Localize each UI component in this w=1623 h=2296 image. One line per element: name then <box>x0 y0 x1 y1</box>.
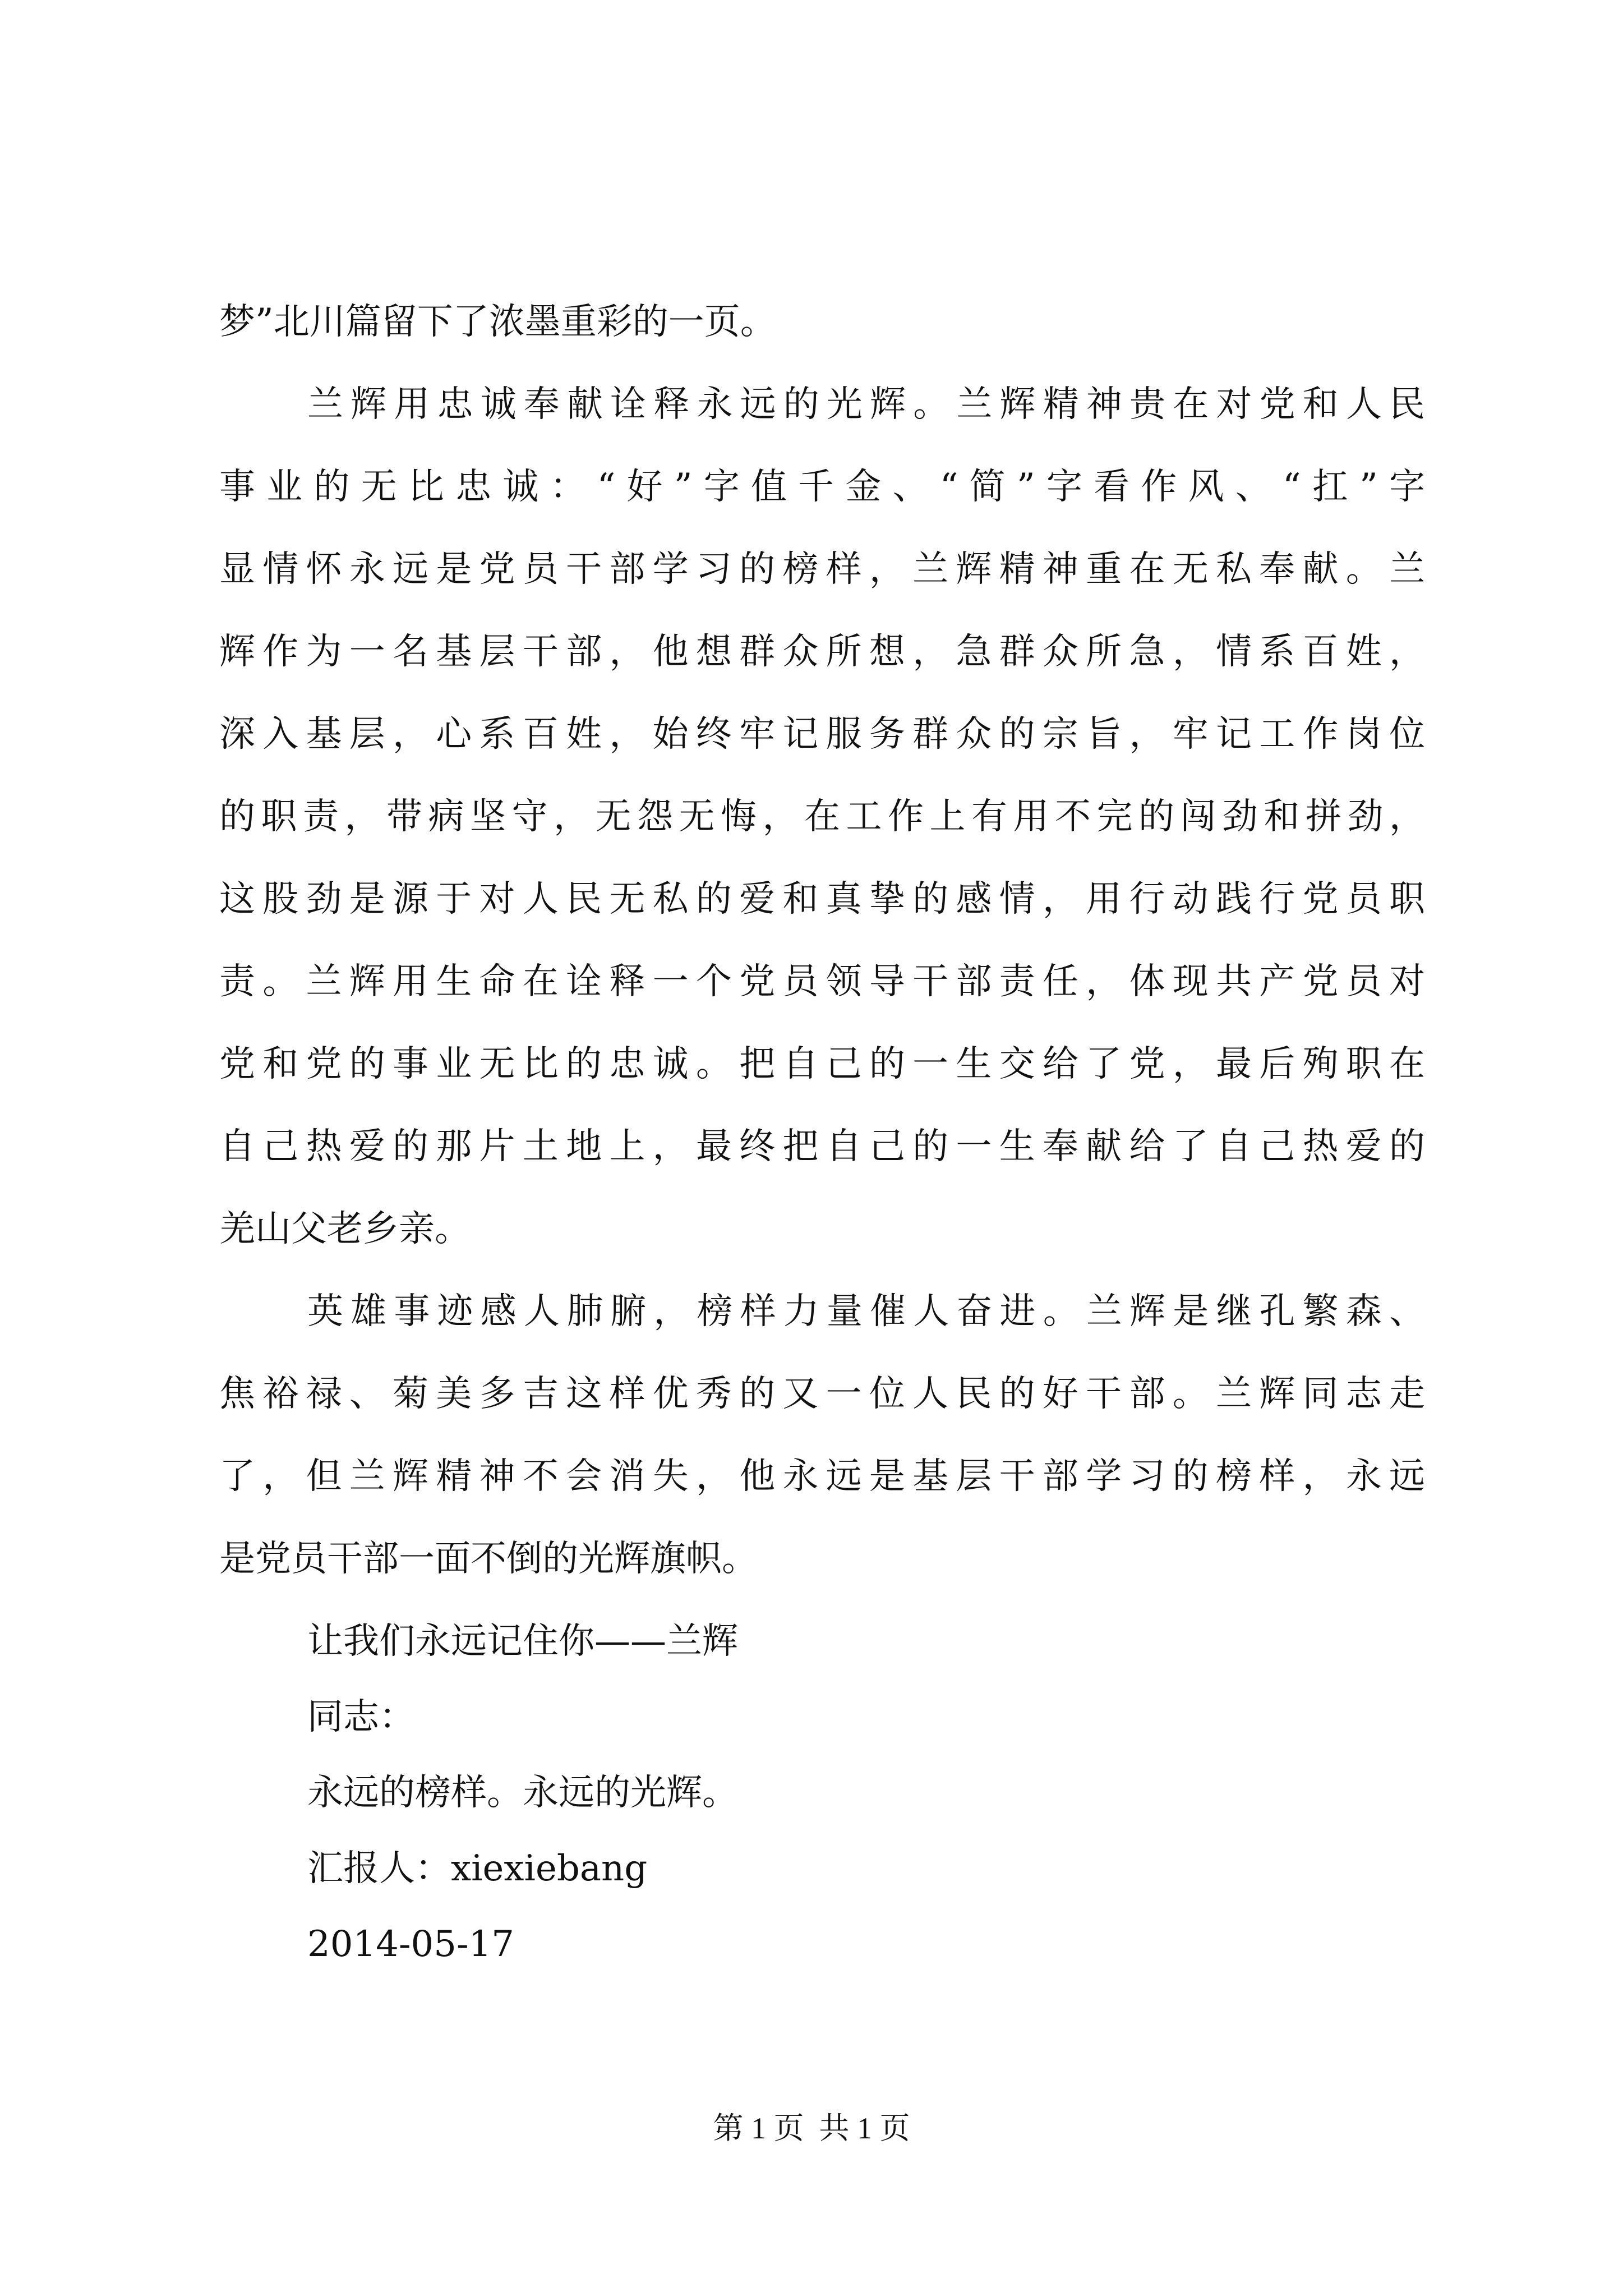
motto-line: 永远的榜样。永远的光辉。 <box>307 1772 738 1814</box>
paragraph-2-line-9: 党和党的事业无比的忠诚。把自己的一生交给了党，最后殉职在 <box>219 1043 1425 1085</box>
paragraph-3-line-1: 英雄事迹感人肺腑，榜样力量催人奋进。兰辉是继孔繁森、 <box>307 1291 1425 1332</box>
paragraph-3-line-2: 焦裕禄、菊美多吉这样优秀的又一位人民的好干部。兰辉同志走 <box>219 1373 1425 1415</box>
text-line-1: 梦”北川篇留下了浓墨重彩的一页。 <box>219 301 776 343</box>
paragraph-2-line-11: 羌山父老乡亲。 <box>219 1208 471 1250</box>
closing-line: 让我们永远记住你——兰辉 <box>307 1621 738 1662</box>
paragraph-2-line-4: 辉作为一名基层干部，他想群众所想，急群众所急，情系百姓， <box>219 631 1425 673</box>
paragraph-3-line-4: 是党员干部一面不倒的光辉旗帜。 <box>219 1538 758 1580</box>
paragraph-2-line-7: 这股劲是源于对人民无私的爱和真挚的感情，用行动践行党员职 <box>219 878 1425 920</box>
paragraph-2-line-10: 自己热爱的那片土地上，最终把自己的一生奉献给了自己热爱的 <box>219 1126 1425 1167</box>
page-footer: 第 1 页 共 1 页 <box>713 2111 910 2145</box>
reporter-line: 汇报人：xiexiebang <box>307 1848 648 1889</box>
paragraph-2-line-3: 显情怀永远是党员干部学习的榜样，兰辉精神重在无私奉献。兰 <box>219 549 1425 590</box>
date-line: 2014-05-17 <box>307 1924 514 1965</box>
paragraph-2-line-1: 兰辉用忠诚奉献诠释永远的光辉。兰辉精神贵在对党和人民 <box>307 384 1425 425</box>
paragraph-2-line-5: 深入基层，心系百姓，始终牢记服务群众的宗旨，牢记工作岗位 <box>219 714 1425 755</box>
paragraph-3-line-3: 了，但兰辉精神不会消失，他永远是基层干部学习的榜样，永远 <box>219 1456 1425 1497</box>
salutation-line: 同志： <box>307 1696 415 1738</box>
paragraph-2-line-2: 事业的无比忠诚：“好”字值千金、“简”字看作风、“扛”字 <box>219 466 1425 508</box>
paragraph-2-line-6: 的职责，带病坚守，无怨无悔，在工作上有用不完的闯劲和拼劲， <box>219 796 1425 838</box>
paragraph-2-line-8: 责。兰辉用生命在诠释一个党员领导干部责任，体现共产党员对 <box>219 961 1425 1002</box>
